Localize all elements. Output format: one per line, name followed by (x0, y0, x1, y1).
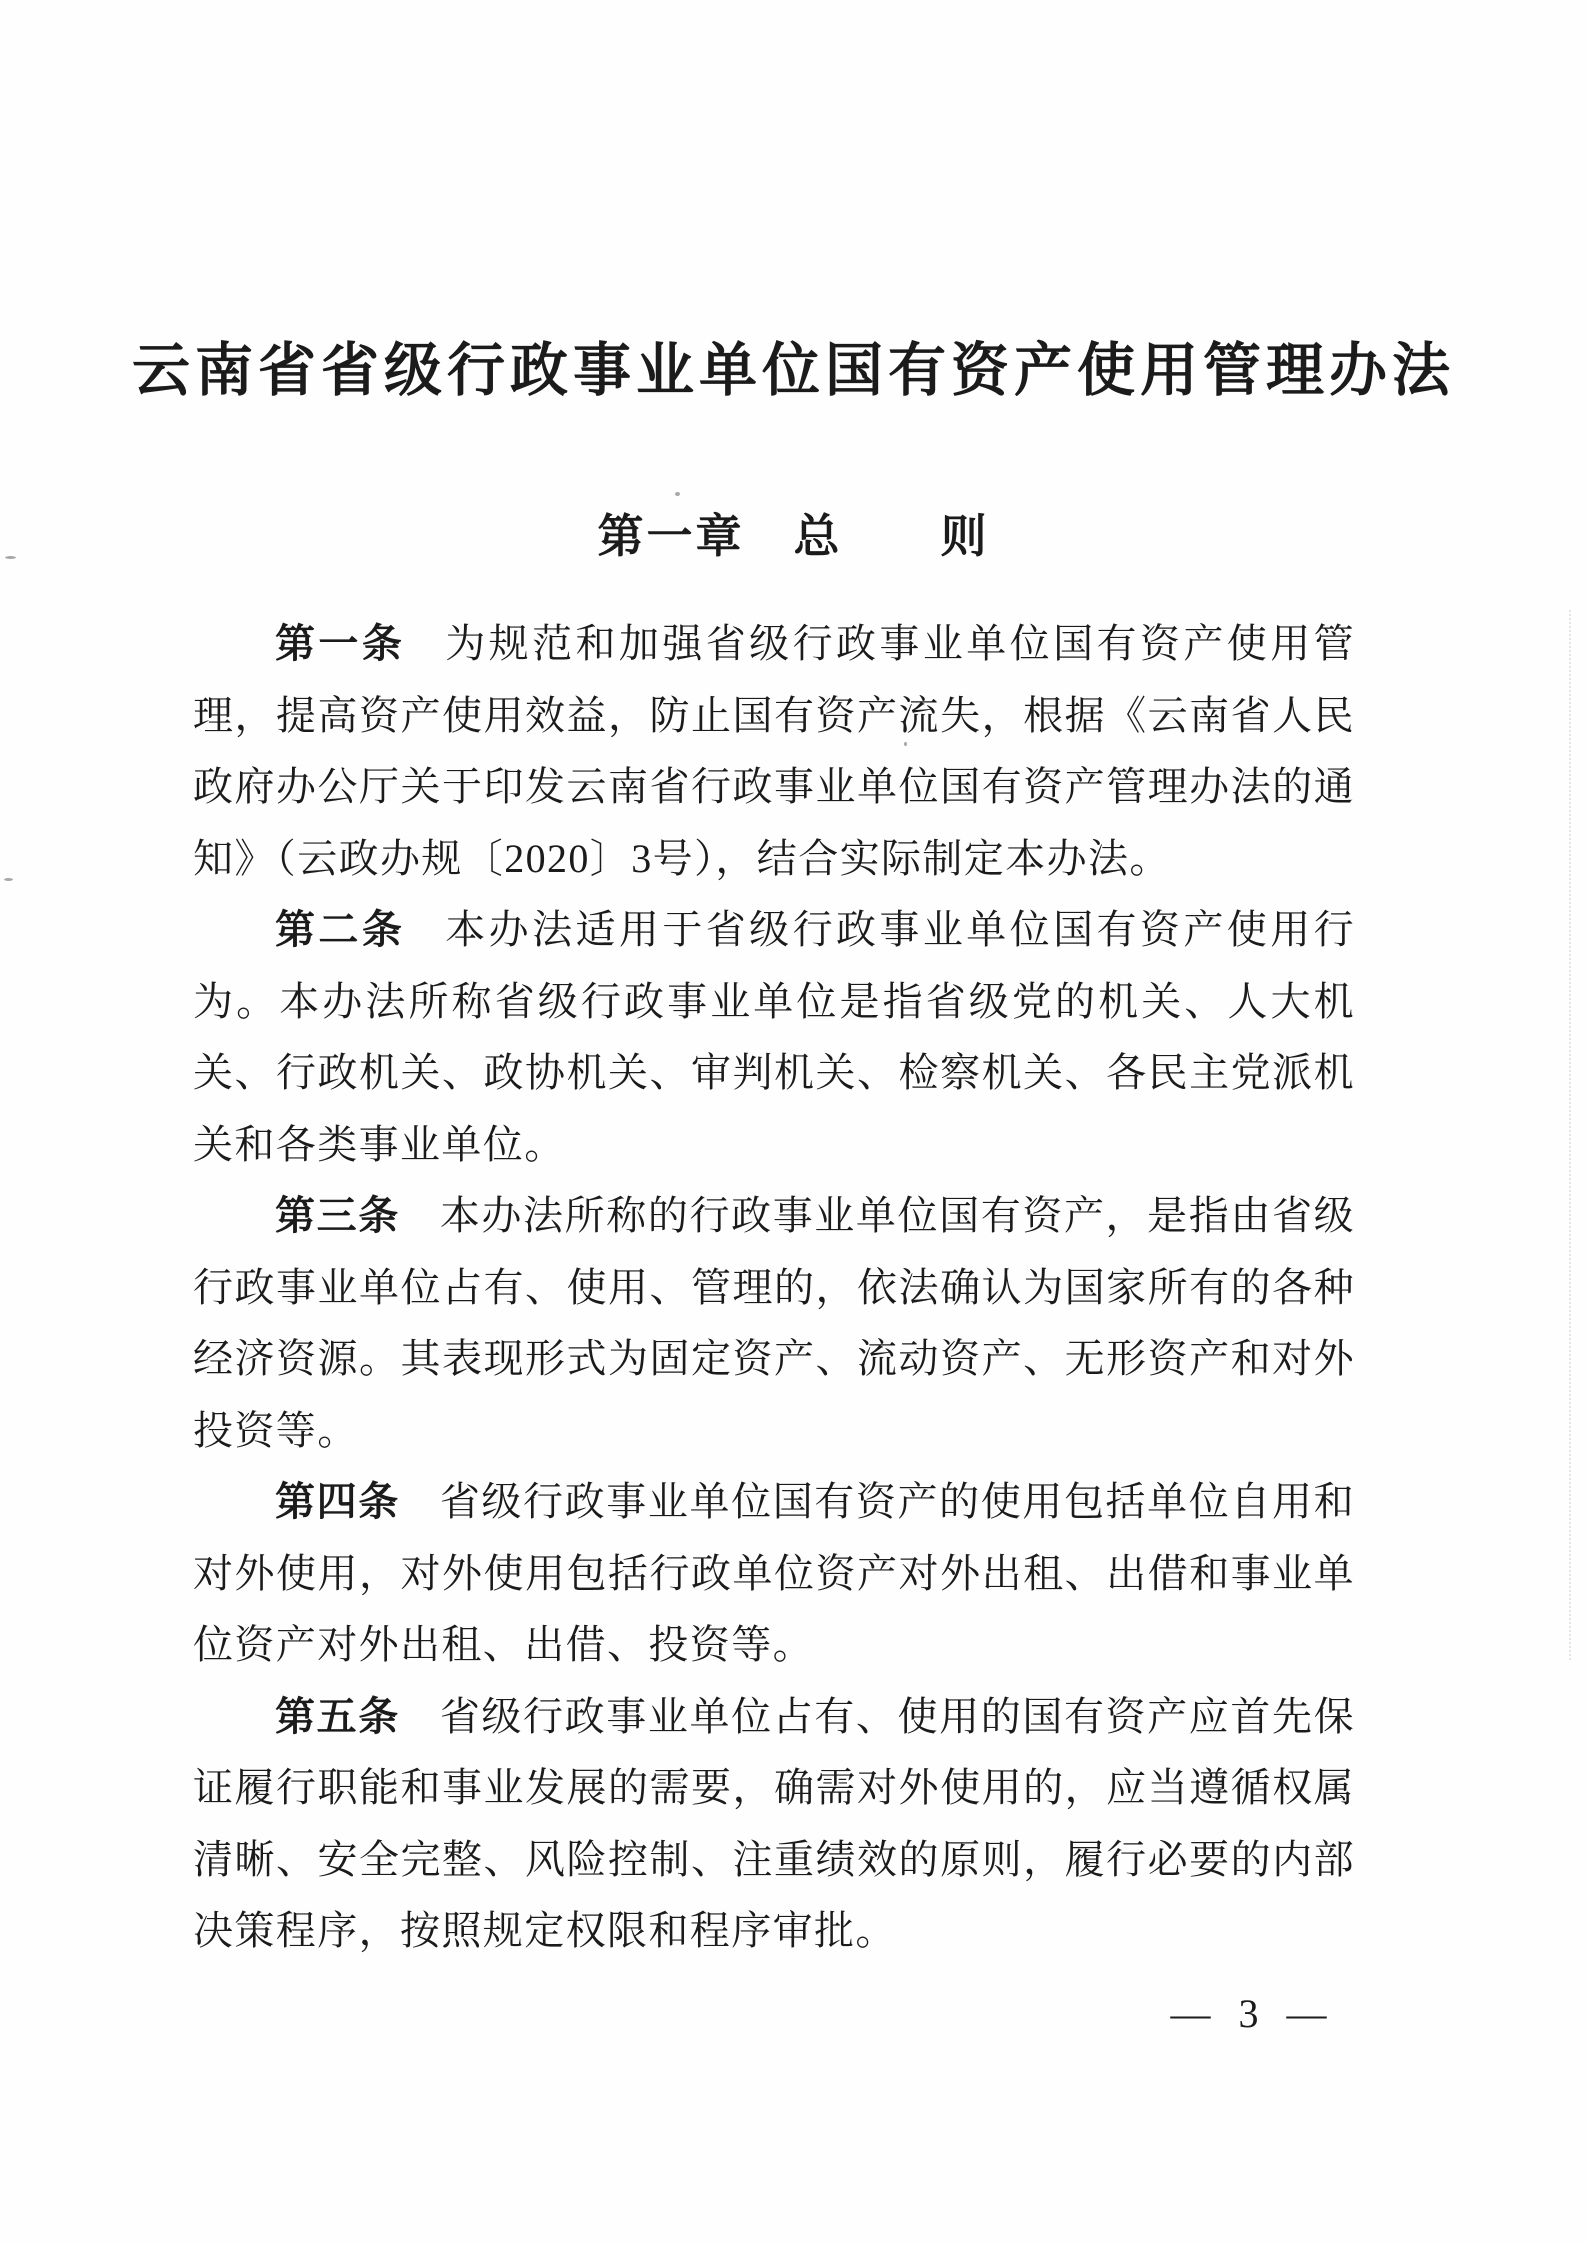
article-number: 第五条 (275, 1693, 400, 1739)
document-body (193, 608, 1355, 1967)
scan-speck (4, 878, 13, 881)
scan-edge-artifact (1569, 610, 1571, 1660)
article-paragraph (193, 1180, 1355, 1466)
article-text: 本办法所称的行政事业单位国有资产，是指由省级行政事业单位占有、使用、管理的，依法确认为国家所有的各种经济资源。其表现形式为固定资产、流动资产、无形资产和对外投资等。 (193, 1193, 1355, 1453)
article-number: 第一条 (275, 621, 406, 666)
article-paragraph (193, 1466, 1355, 1681)
article-text: 本办法适用于省级行政事业单位国有资产使用行为。本办法所称省级行政事业单位是指省级党的机关、人大机关、行政机关、政协机关、审判机关、检察机关、各民主党派机关和各类事业单位。 (193, 907, 1356, 1167)
article-number: 第三条 (275, 1193, 400, 1238)
article-paragraph (193, 894, 1355, 1180)
article-number: 第二条 (275, 907, 406, 952)
page-number: — 3 — (1170, 1991, 1336, 2036)
scan-speck (675, 492, 680, 496)
article-text: 省级行政事业单位国有资产的使用包括单位自用和对外使用，对外使用包括行政单位资产对外出租、出借和事业单位资产对外出租、出借、投资等。 (193, 1479, 1355, 1667)
article-text: 省级行政事业单位占有、使用的国有资产应首先保证履行职能和事业发展的需要，确需对外使用的，应当遵循权属清晰、安全完整、风险控制、注重绩效的原则，履行必要的内部决策程序，按照规定权限和程序审批。 (193, 1693, 1355, 1953)
chapter-heading: 第一章 总 则 (597, 511, 990, 562)
scan-speck (5, 556, 16, 559)
article-number: 第四条 (275, 1479, 400, 1524)
article-text: 为规范和加强省级行政事业单位国有资产使用管理，提高资产使用效益，防止国有资产流失，根据《云南省人民政府办公厅关于印发云南省行政事业单位国有资产管理办法的通知》（云政办规〔2020〕3号），结合实际制定本办法。 (193, 621, 1356, 881)
article-paragraph (193, 608, 1355, 894)
document-title: 云南省省级行政事业单位国有资产使用管理办法 (131, 338, 1455, 403)
scan-speck (904, 742, 907, 746)
article-paragraph (193, 1681, 1355, 1967)
